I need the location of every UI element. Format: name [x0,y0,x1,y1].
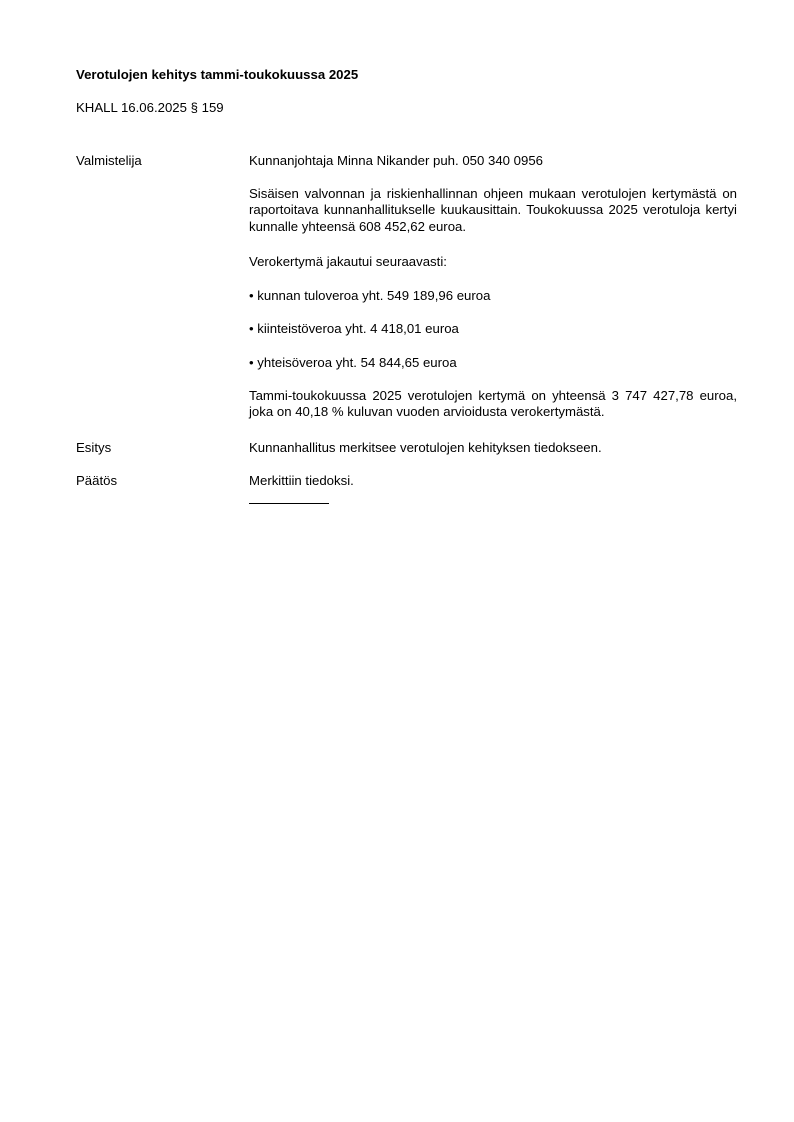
meeting-reference: KHALL 16.06.2025 § 159 [76,100,224,115]
distribution-item-corporate-tax: • yhteisöveroa yht. 54 844,65 euroa [249,355,457,370]
decision-label: Päätös [76,473,118,488]
document-title: Verotulojen kehitys tammi-toukokuussa 2025 [76,67,359,82]
summary-paragraph: Tammi-toukokuussa 2025 verotulojen kertymä on yhteensä 3 747 427,78 euroa, joka on 40,18 % kuluvan vuoden arvioidusta verokertymästä. [249,388,737,420]
preparer-intro-paragraph: Sisäisen valvonnan ja riskienhallinnan ohjeen mukaan verotulojen kertymästä on raportoitava kunnanhallitukselle kuukausittain. Toukokuussa 2025 verotuloja kertyi kunnalle yhteensä 608 452,62 euroa. [249,186,737,234]
preparer-name: Kunnanjohtaja Minna Nikander puh. 050 340 0956 [249,153,544,168]
proposal-label: Esitys [76,440,112,455]
proposal-text: Kunnanhallitus merkitsee verotulojen kehityksen tiedokseen. [249,440,602,455]
distribution-heading: Verokertymä jakautui seuraavasti: [249,254,447,269]
preparer-label: Valmistelija [76,153,142,168]
distribution-item-property-tax: • kiinteistöveroa yht. 4 418,01 euroa [249,321,459,336]
decision-text: Merkittiin tiedoksi. [249,473,354,488]
end-divider-line [249,503,329,504]
distribution-item-income-tax: • kunnan tuloveroa yht. 549 189,96 euroa [249,288,491,303]
